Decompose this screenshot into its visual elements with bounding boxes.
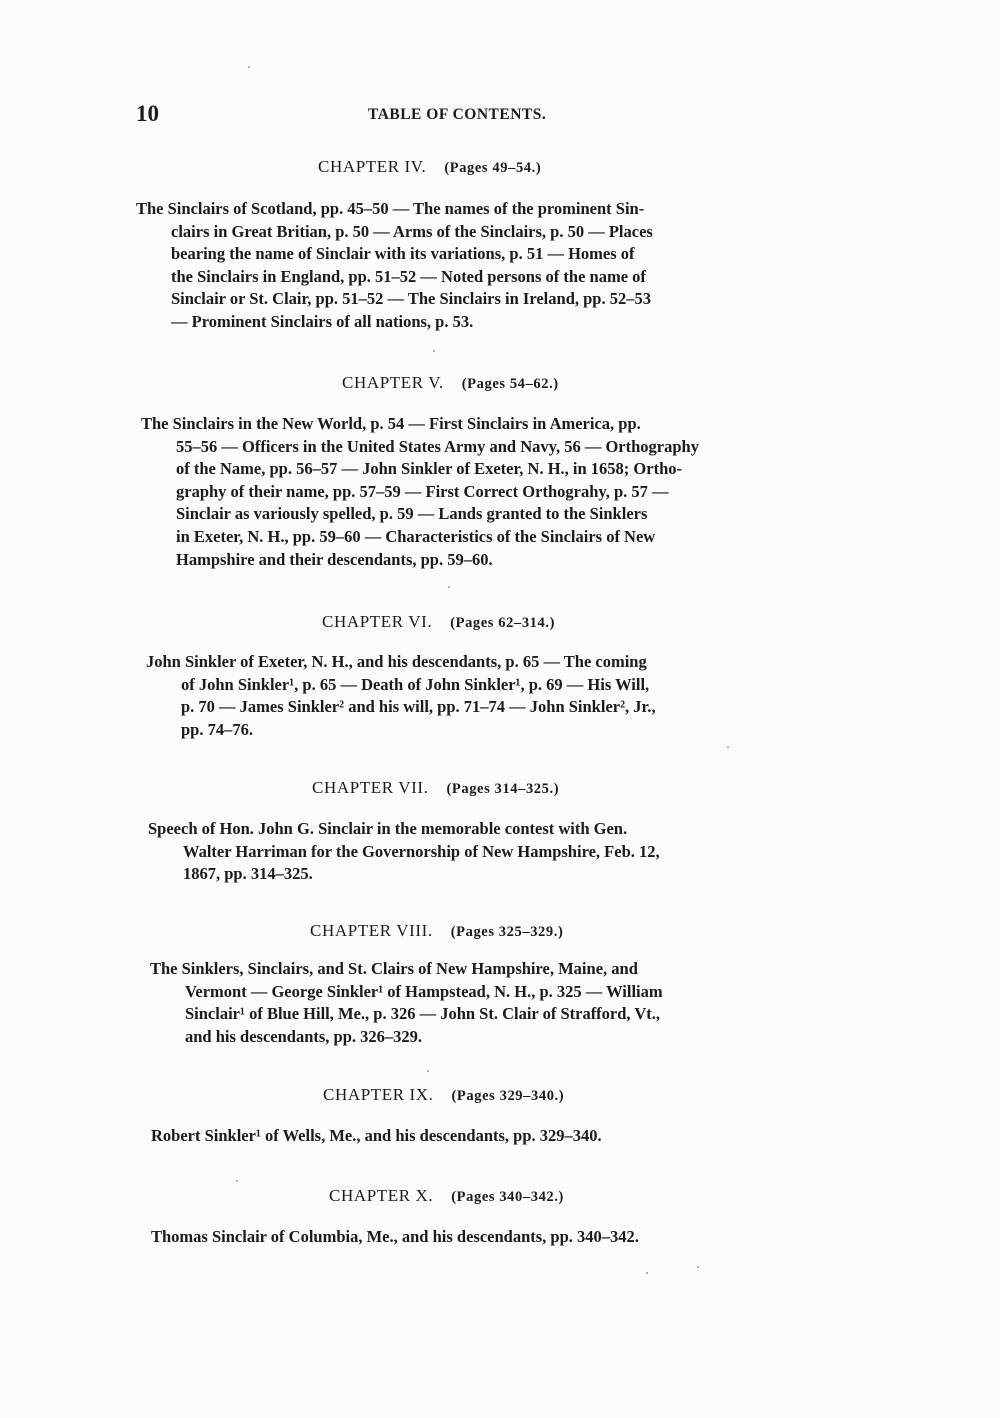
chapter-title: CHAPTER IX. — [323, 1085, 434, 1104]
scan-speck — [448, 586, 450, 588]
entry-line: Hampshire and their descendants, pp. 59–60. — [176, 549, 493, 569]
chapter-title: CHAPTER V. — [342, 373, 444, 392]
chapter-heading — [312, 778, 559, 798]
chapter-title: CHAPTER X. — [329, 1186, 434, 1205]
entry-line: Vermont — George Sinkler¹ of Hampstead, N. H., p. 325 — William — [185, 981, 663, 1001]
entry-line: of John Sinkler¹, p. 65 — Death of John Sinkler¹, p. 69 — His Will, — [181, 674, 650, 694]
entry-line: The Sinclairs of Scotland, pp. 45–50 — The names of the prominent Sin- — [136, 199, 645, 218]
chapter-title: CHAPTER IV. — [318, 157, 427, 176]
scan-speck — [236, 1180, 238, 1182]
entry-line: — Prominent Sinclairs of all nations, p. 53. — [171, 311, 474, 331]
chapter-entry — [146, 651, 793, 741]
scan-speck — [697, 1266, 699, 1268]
chapter-title: CHAPTER VIII. — [310, 921, 433, 940]
chapter-heading — [329, 1186, 564, 1206]
chapter-entry — [148, 818, 797, 886]
entry-line: John Sinkler of Exeter, N. H., and his descendants, p. 65 — The coming — [146, 652, 647, 671]
chapter-heading — [322, 612, 555, 632]
entry-line: Sinclair or St. Clair, pp. 51–52 — The Sinclairs in Ireland, pp. 52–53 — [171, 289, 651, 309]
entry-line: Thomas Sinclair of Columbia, Me., and his descendants, pp. 340–342. — [151, 1227, 639, 1246]
entry-line: pp. 74–76. — [181, 719, 253, 739]
scan-speck — [727, 746, 729, 748]
chapter-title: CHAPTER VI. — [322, 612, 433, 631]
chapter-title: CHAPTER VII. — [312, 778, 429, 797]
entry-line: Sinclair as variously spelled, p. 59 — Lands granted to the Sinklers — [176, 504, 648, 524]
chapter-pages: (Pages 325–329.) — [450, 924, 564, 940]
entry-line: of the Name, pp. 56–57 — John Sinkler of Exeter, N. H., in 1658; Ortho- — [176, 459, 683, 479]
chapter-pages: (Pages 54–62.) — [461, 376, 559, 392]
entry-line: graphy of their name, pp. 57–59 — First Correct Orthograhy, p. 57 — — [176, 481, 669, 501]
chapter-entry — [151, 1226, 786, 1249]
chapter-entry — [136, 198, 789, 334]
entry-line: in Exeter, N. H., pp. 59–60 — Characteristics of the Sinclairs of New — [176, 526, 656, 546]
scan-speck — [646, 1272, 648, 1274]
entry-line: Sinclair¹ of Blue Hill, Me., p. 326 — John St. Clair of Strafford, Vt., — [185, 1004, 661, 1024]
entry-line: clairs in Great Britian, p. 50 — Arms of the Sinclairs, p. 50 — Places — [171, 221, 653, 241]
chapter-entry — [150, 958, 801, 1048]
chapter-heading — [323, 1085, 564, 1105]
entry-line: Robert Sinkler¹ of Wells, Me., and his descendants, pp. 329–340. — [151, 1126, 602, 1145]
chapter-entry — [151, 1125, 766, 1148]
entry-line: The Sinclairs in the New World, p. 54 — First Sinclairs in America, pp. — [141, 414, 641, 433]
page-number: 10 — [136, 101, 159, 126]
chapter-heading — [310, 921, 563, 941]
entry-line: bearing the name of Sinclair with its variations, p. 51 — Homes of — [171, 244, 635, 264]
chapter-pages: (Pages 329–340.) — [451, 1088, 565, 1104]
entry-line: Speech of Hon. John G. Sinclair in the memorable contest with Gen. — [148, 819, 628, 838]
scan-speck — [427, 1070, 429, 1072]
entry-line: 55–56 — Officers in the United States Army and Navy, 56 — Orthography — [176, 436, 699, 456]
chapter-heading — [318, 157, 541, 177]
entry-line: the Sinclairs in England, pp. 51–52 — Noted persons of the name of — [171, 266, 646, 286]
chapter-pages: (Pages 62–314.) — [450, 615, 556, 631]
entry-line: 1867, pp. 314–325. — [183, 864, 313, 884]
entry-line: Walter Harriman for the Governorship of New Hampshire, Feb. 12, — [183, 841, 660, 861]
entry-line: p. 70 — James Sinkler² and his will, pp. 71–74 — John Sinkler², Jr., — [181, 697, 656, 717]
chapter-pages: (Pages 314–325.) — [446, 781, 560, 797]
chapter-pages: (Pages 49–54.) — [444, 160, 542, 176]
scan-speck — [433, 350, 435, 352]
entry-line: and his descendants, pp. 326–329. — [185, 1026, 423, 1046]
chapter-entry — [141, 413, 792, 571]
scan-speck — [248, 66, 250, 68]
entry-line: The Sinklers, Sinclairs, and St. Clairs of New Hampshire, Maine, and — [150, 959, 638, 978]
running-title: TABLE OF CONTENTS. — [368, 106, 547, 123]
chapter-heading — [342, 373, 559, 393]
chapter-pages: (Pages 340–342.) — [451, 1189, 564, 1205]
